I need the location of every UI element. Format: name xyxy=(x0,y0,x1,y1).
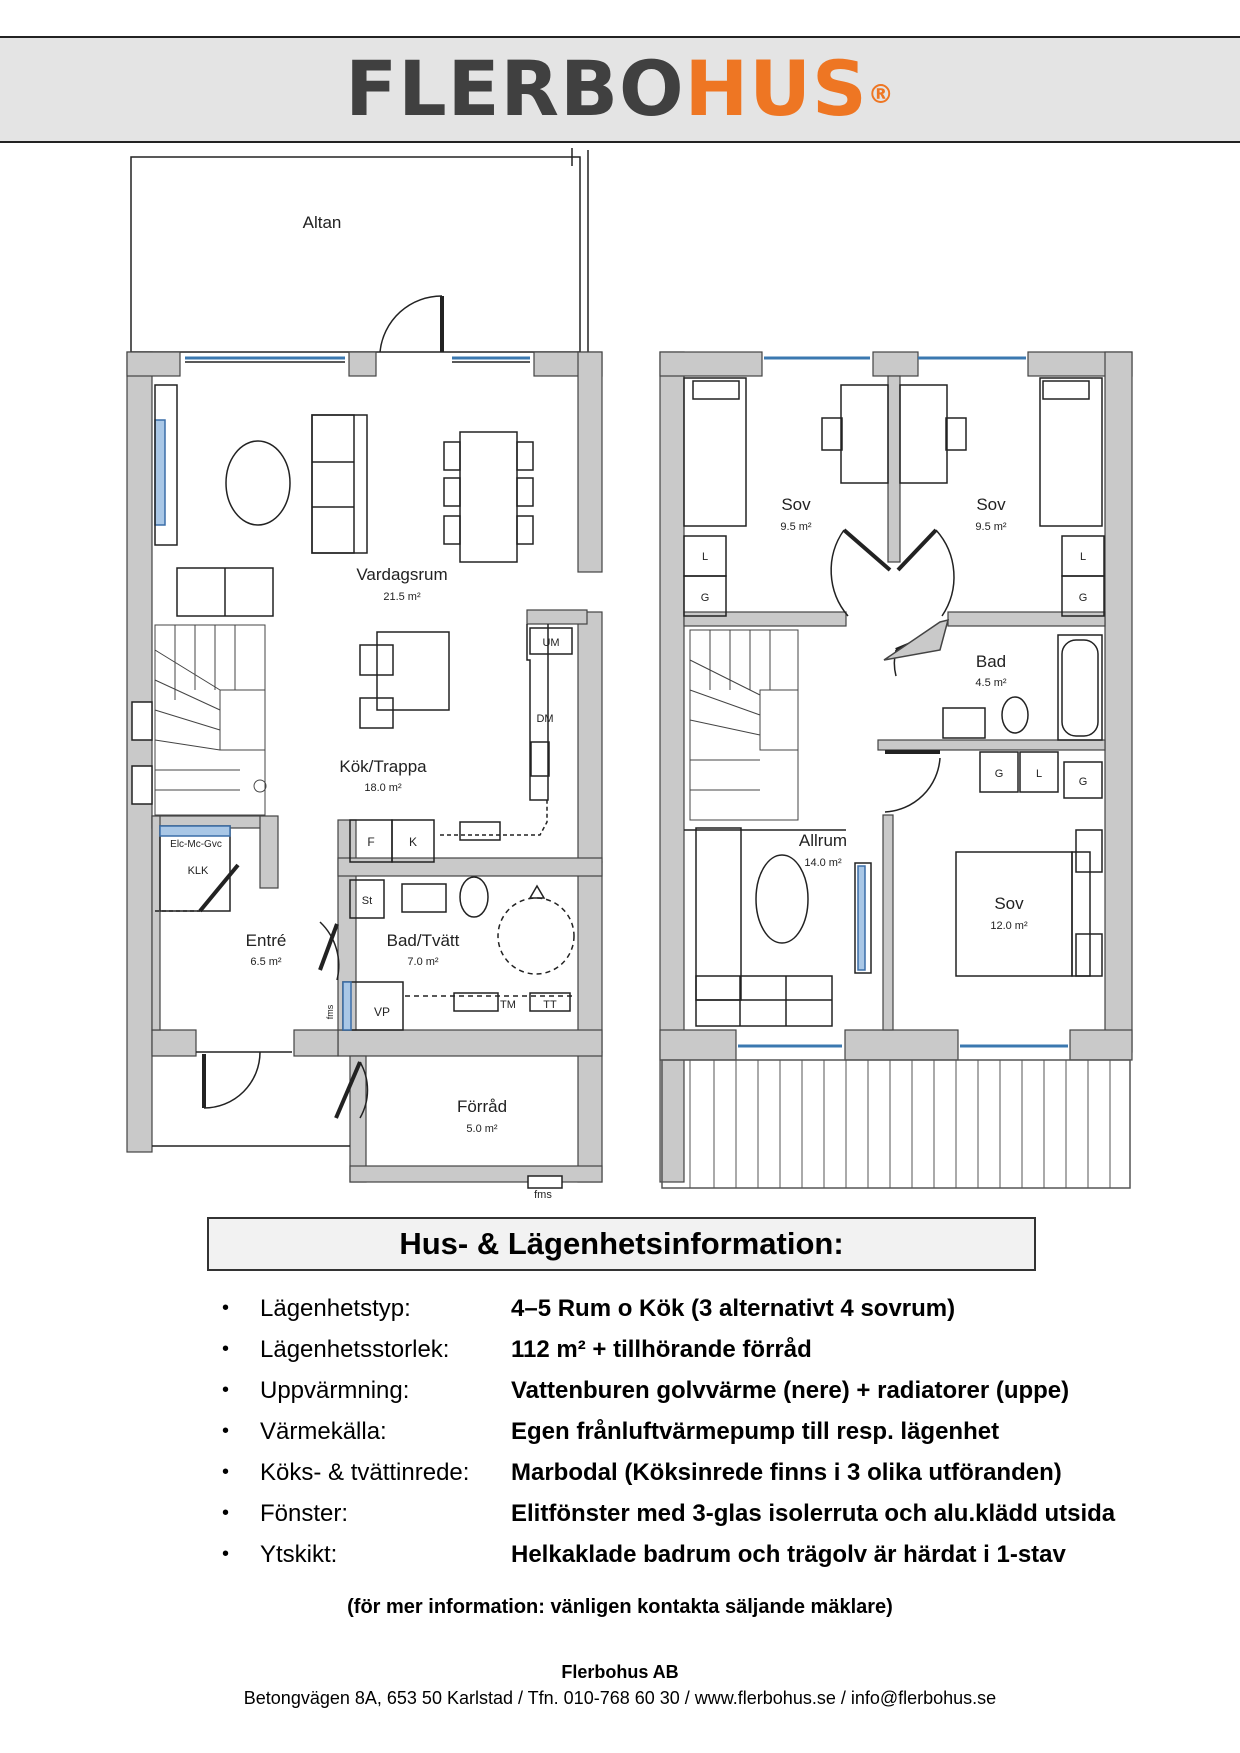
info-label: Lägenhetstyp: xyxy=(260,1295,411,1322)
info-row xyxy=(222,1452,1222,1493)
label-el: Elc-Mc-Gvc xyxy=(170,839,222,850)
info-title: Hus- & Lägenhetsinformation: xyxy=(207,1217,1036,1271)
label-l2: L xyxy=(1079,551,1087,563)
label-sov-2: Sov xyxy=(976,495,1006,514)
info-label: Fönster: xyxy=(260,1500,349,1527)
info-row xyxy=(222,1534,1222,1575)
label-kok: Kök/Trappa xyxy=(339,757,427,776)
label-vp: VP xyxy=(373,1005,391,1019)
label-k: K xyxy=(408,835,418,849)
label-g1: G xyxy=(700,592,710,604)
bullet: • xyxy=(222,1379,230,1401)
label-fms: fms xyxy=(534,1189,552,1200)
info-label: Lägenhetsstorlek: xyxy=(260,1336,450,1363)
info-value: Helkaklade badrum och trägolv är härdat i 1-stav xyxy=(511,1541,1066,1568)
area-forrad: 5.0 m² xyxy=(466,1123,498,1135)
bullet: • xyxy=(222,1338,230,1360)
info-label: Köks- & tvättinredе: xyxy=(260,1459,470,1486)
label-forrad: Förråd xyxy=(456,1097,508,1116)
area-sov-1: 9.5 m² xyxy=(780,521,812,533)
info-value: Vattenburen golvvärme (nere) + radiatorer (uppe) xyxy=(511,1377,1070,1404)
info-row xyxy=(222,1370,1222,1411)
info-row xyxy=(222,1493,1222,1534)
area-bad-tvatt: 7.0 m² xyxy=(407,956,439,968)
info-value: Egen frånluftvärmepump till resp. lägenhet xyxy=(511,1418,1000,1445)
label-g2: G xyxy=(1078,592,1088,604)
flerbohus-logo xyxy=(0,44,1240,134)
label-tm: TM xyxy=(500,999,516,1011)
info-row xyxy=(222,1411,1222,1452)
label-f: F xyxy=(367,835,375,849)
info-label: Värmekälla: xyxy=(260,1418,387,1445)
area-sov-3: 12.0 m² xyxy=(990,920,1028,932)
label-allrum: Allrum xyxy=(798,831,848,850)
bullet: • xyxy=(222,1543,230,1565)
label-um: UM xyxy=(542,637,560,649)
label-sov-1: Sov xyxy=(781,495,811,514)
bullet: • xyxy=(222,1502,230,1524)
area-allrum: 14.0 m² xyxy=(804,857,842,869)
label-bad-tvatt: Bad/Tvätt xyxy=(386,931,460,950)
logo-part1: FLERBO xyxy=(345,44,685,133)
info-row xyxy=(222,1288,1222,1329)
info-label: Ytskikt: xyxy=(260,1541,338,1568)
label-l1: L xyxy=(701,551,709,563)
bullet: • xyxy=(222,1420,230,1442)
info-list xyxy=(222,1288,1222,1575)
info-value: 112 m² + tillhörande förråd xyxy=(511,1336,812,1363)
label-l3: L xyxy=(1035,768,1043,780)
label-klk: KLK xyxy=(187,865,209,877)
altan-outline xyxy=(131,157,580,352)
label-fms-vertical: fms xyxy=(325,1004,335,1020)
label-dm: DM xyxy=(536,713,554,725)
logo-part2: HUS xyxy=(684,44,868,133)
info-row xyxy=(222,1329,1222,1370)
label-sov-3: Sov xyxy=(994,894,1024,913)
label-entre: Entré xyxy=(245,931,287,950)
label-st: St xyxy=(361,895,373,907)
area-sov-2: 9.5 m² xyxy=(975,521,1007,533)
floor-plan xyxy=(0,140,1240,1200)
bullet: • xyxy=(222,1297,230,1319)
area-entre: 6.5 m² xyxy=(250,956,282,968)
label-g4: G xyxy=(1078,776,1088,788)
logo-mark: ® xyxy=(867,80,895,110)
area-kok: 18.0 m² xyxy=(364,782,402,794)
company-address: Betongvägen 8A, 653 50 Karlstad / Tfn. 010-768 60 30 / www.flerbohus.se / info@flerbohus.se xyxy=(243,1688,997,1708)
info-value: Elitfönster med 3-glas isolerruta och alu.klädd utsida xyxy=(511,1500,1116,1527)
bullet: • xyxy=(222,1461,230,1483)
area-bad-upper: 4.5 m² xyxy=(975,677,1007,689)
info-value: 4–5 Rum o Kök (3 alternativt 4 sovrum) xyxy=(511,1295,956,1322)
label-g3: G xyxy=(994,768,1004,780)
label-vardagsrum: Vardagsrum xyxy=(356,565,448,584)
area-vardagsrum: 21.5 m² xyxy=(383,591,421,603)
contact-note: (för mer information: vänligen kontakta säljande mäklare) xyxy=(347,1596,893,1618)
label-altan: Altan xyxy=(302,213,342,232)
label-bad-upper: Bad xyxy=(975,652,1007,671)
company-name: Flerbohus AB xyxy=(561,1662,679,1682)
info-label: Uppvärmning: xyxy=(260,1377,410,1404)
upper-walls xyxy=(660,352,1132,1182)
info-value: Marbodal (Köksinrede finns i 3 olika utföranden) xyxy=(511,1459,1062,1486)
label-tt: TT xyxy=(543,999,557,1011)
